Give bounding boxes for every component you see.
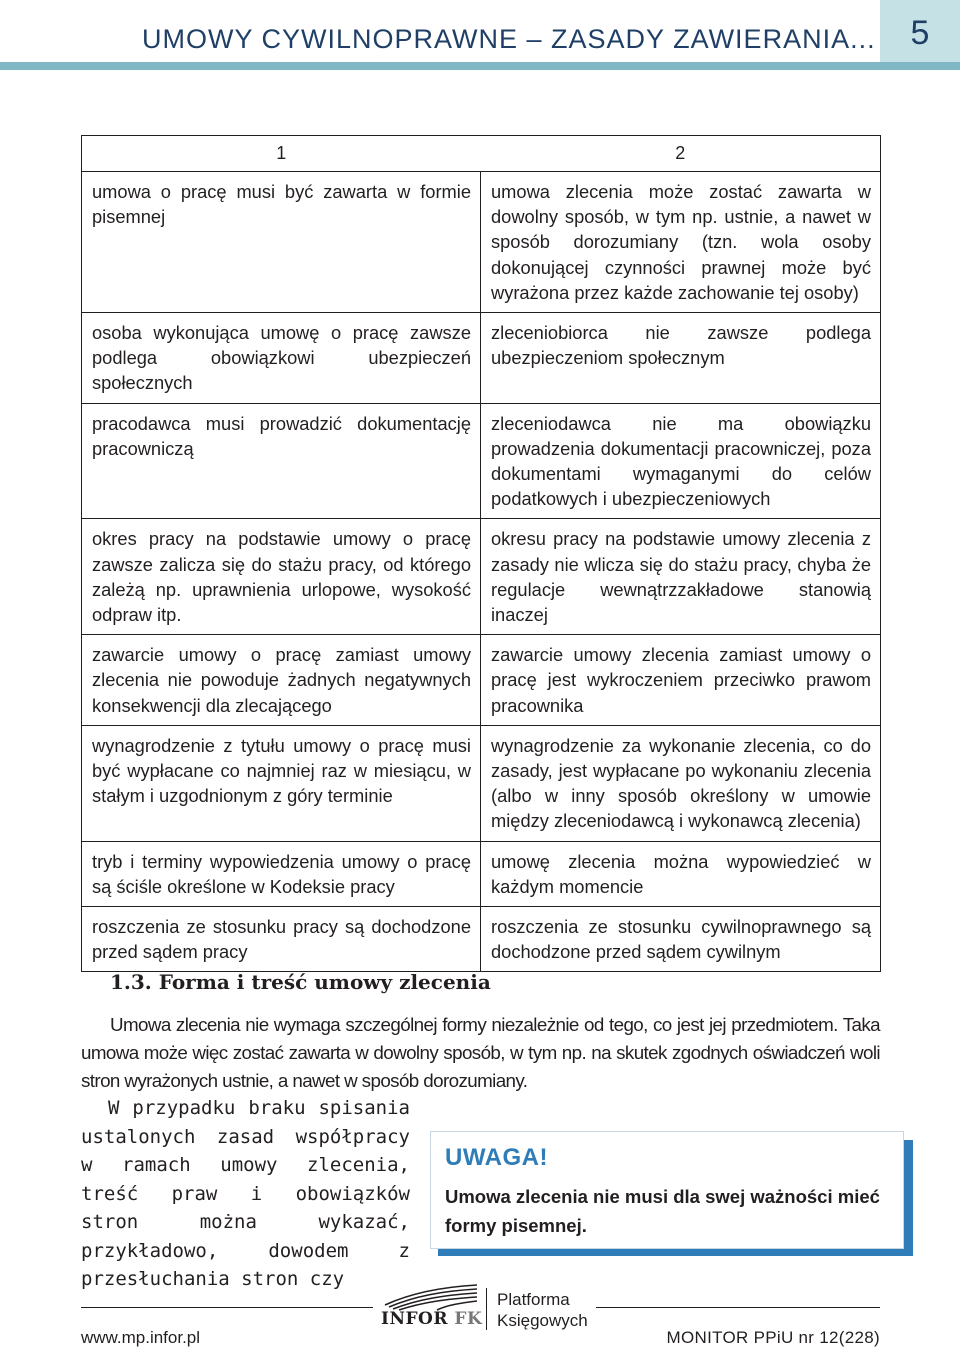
callout-title: UWAGA! — [445, 1144, 548, 1171]
table-row — [82, 725, 881, 841]
table-header-row — [82, 136, 881, 172]
footer-rule-left — [81, 1307, 373, 1308]
table-cell: okresu pracy na podstawie umowy zlecenia z zasady nie wlicza się do stażu pracy, chyba że regulacje wewnątrzzakładowe stanowią inaczej — [481, 519, 881, 635]
table-row — [82, 403, 881, 519]
column-header-2: 2 — [481, 136, 881, 172]
table-cell: tryb i terminy wypowiedzenia umowy o pracę są ściśle określone w Kodeksie pracy — [82, 841, 481, 906]
intro-text: Umowa zlecenia nie wymaga szczególnej formy niezależnie od tego, co jest jej przedmiotem. Taka umowa może więc zostać zawarta w dowolny sposób, w tym np. na skutek zgodnych oświadczeń woli stron wyrażonych ustnie, a nawet w sposób dorozumiany. — [81, 1014, 880, 1091]
logo-divider — [486, 1288, 487, 1330]
table-row — [82, 907, 881, 972]
table-cell: umowę zlecenia można wypowiedzieć w każdym momencie — [481, 841, 881, 906]
table-cell: wynagrodzenie za wykonanie zlecenia, co do zasady, jest wypłacane po wykonaniu zlecenia (albo w inny sposób określony w umowie między zleceniodawcą i wykonawcą zlecenia) — [481, 725, 881, 841]
table-row — [82, 172, 881, 313]
section-heading: 1.3. Forma i treść umowy zlecenia — [110, 970, 491, 994]
table-cell: zleceniodawca nie ma obowiązku prowadzenia dokumentacji pracowniczej, poza dokumentami wymaganymi do celów podatkowych i ubezpieczeniowych — [481, 403, 881, 519]
running-title: UMOWY CYWILNOPRAWNE – ZASADY ZAWIERANIA... — [142, 24, 876, 54]
platform-line-2: Księgowych — [497, 1311, 588, 1330]
intro-paragraph — [81, 1011, 880, 1095]
table-row — [82, 313, 881, 404]
table-cell: osoba wykonująca umowę o pracę zawsze podlega obowiązkowi ubezpieczeń społecznych — [82, 313, 481, 404]
column-header-1: 1 — [82, 136, 481, 172]
table-row — [82, 635, 881, 726]
table-cell: okres pracy na podstawie umowy o pracę zawsze zalicza się do stażu pracy, od którego zależą np. uprawnienia urlopowe, wysokość odpraw itp. — [82, 519, 481, 635]
footer-url[interactable]: www.mp.infor.pl — [81, 1328, 201, 1347]
footer-issue: MONITOR PPiU nr 12(228) — [666, 1328, 880, 1347]
wing-icon — [381, 1283, 481, 1311]
page-header — [0, 0, 960, 70]
comparison-table — [81, 135, 881, 972]
table-cell: wynagrodzenie z tytułu umowy o pracę musi być wypłacane co najmniej raz w miesiącu, w stałym i uzgodnionym z góry terminie — [82, 725, 481, 841]
footer-rule-right — [596, 1307, 880, 1308]
table-cell: pracodawca musi prowadzić dokumentację pracowniczą — [82, 403, 481, 519]
table-row — [82, 519, 881, 635]
infor-logo — [381, 1283, 481, 1333]
body-paragraph — [81, 1094, 410, 1294]
table-row — [82, 841, 881, 906]
platform-name — [497, 1289, 588, 1331]
logo-wordmark — [381, 1309, 481, 1329]
table-cell: zleceniobiorca nie zawsze podlega ubezpieczeniom społecznym — [481, 313, 881, 404]
table-cell: umowa zlecenia może zostać zawarta w dowolny sposób, w tym np. ustnie, a nawet w sposób dorozumiany (tzn. wola osoby dokonującej czynności prawnej może być wyrażona przez każde zachowanie tej osoby) — [481, 172, 881, 313]
platform-line-1: Platforma — [497, 1290, 570, 1309]
note-callout — [430, 1131, 904, 1249]
table-cell: zawarcie umowy zlecenia zamiast umowy o pracę jest wykroczeniem przeciwko prawom pracownika — [481, 635, 881, 726]
body-text: W przypadku braku spisania ustalonych zasad współpracy w ramach umowy zlecenia, treść praw i obowiązków stron można wykazać, przykładowo, dowodem z przesłuchania stron czy — [81, 1097, 410, 1290]
table-cell: roszczenia ze stosunku cywilnoprawnego są dochodzone przed sądem cywilnym — [481, 907, 881, 972]
page-number: 5 — [910, 14, 930, 52]
table-cell: umowa o pracę musi być zawarta w formie pisemnej — [82, 172, 481, 313]
table-cell: roszczenia ze stosunku pracy są dochodzone przed sądem pracy — [82, 907, 481, 972]
logo-main: INFOR — [381, 1309, 448, 1329]
table-cell: zawarcie umowy o pracę zamiast umowy zlecenia nie powoduje żadnych negatywnych konsekwencji dla zlecającego — [82, 635, 481, 726]
callout-body: Umowa zlecenia nie musi dla swej ważności mieć formy pisemnej. — [445, 1186, 880, 1236]
logo-sub: FK — [454, 1309, 483, 1329]
header-band — [0, 62, 960, 70]
